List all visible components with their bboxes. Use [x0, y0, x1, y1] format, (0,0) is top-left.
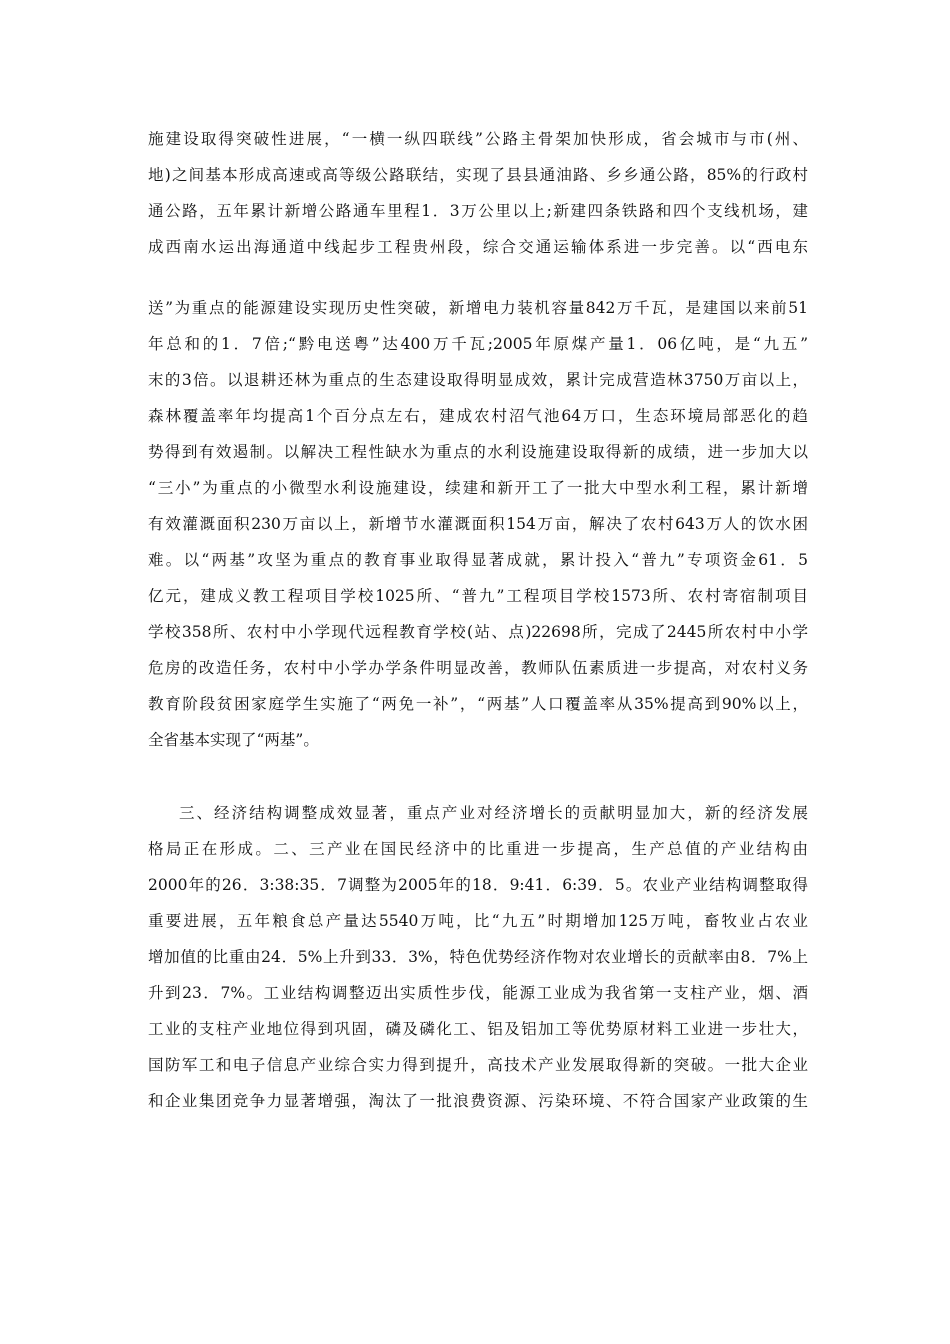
- text-line: 有效灌溉面积230万亩以上，新增节水灌溉面积154万亩，解决了农村643万人的饮水困: [148, 515, 808, 533]
- text-line: 2000年的26．3:38:35．7调整为2005年的18．9:41．6:39．5。农业产业结构调整取得: [148, 876, 808, 894]
- text-line: 全省基本实现了“两基”。: [148, 731, 319, 749]
- text-line: 成西南水运出海通道中线起步工程贵州段，综合交通运输体系进一步完善。以“西电东: [148, 238, 808, 256]
- text-line: 通公路，五年累计新增公路通车里程1．3万公里以上;新建四条铁路和四个支线机场，建: [148, 202, 808, 220]
- text-line: 国防军工和电子信息产业综合实力得到提升，高技术产业发展取得新的突破。一批大企业: [148, 1056, 808, 1074]
- text-line: 教育阶段贫困家庭学生实施了“两免一补”，“两基”人口覆盖率从35%提高到90%以上，: [148, 695, 808, 713]
- text-line: 难。以“两基”攻坚为重点的教育事业取得显著成就，累计投入“普九”专项资金61．5: [148, 551, 808, 569]
- text-line: 升到23．7%。工业结构调整迈出实质性步伐，能源工业成为我省第一支柱产业，烟、酒: [148, 984, 808, 1002]
- text-line: 施建设取得突破性进展，“一横一纵四联线”公路主骨架加快形成，省会城市与市(州、: [148, 130, 808, 148]
- text-line: 工业的支柱产业地位得到巩固，磷及磷化工、铝及铝加工等优势原材料工业进一步壮大，: [148, 1020, 808, 1038]
- text-line: 格局正在形成。二、三产业在国民经济中的比重进一步提高，生产总值的产业结构由: [148, 840, 808, 858]
- text-line: 危房的改造任务，农村中小学办学条件明显改善，教师队伍素质进一步提高，对农村义务: [148, 659, 808, 677]
- text-line: 重要进展，五年粮食总产量达5540万吨，比“九五”时期增加125万吨，畜牧业占农业: [148, 912, 808, 930]
- text-line: 森林覆盖率年均提高1个百分点左右，建成农村沼气池64万口，生态环境局部恶化的趋: [148, 407, 808, 425]
- text-line: 势得到有效遏制。以解决工程性缺水为重点的水利设施建设取得新的成绩，进一步加大以: [148, 443, 808, 461]
- text-line: 末的3倍。以退耕还林为重点的生态建设取得明显成效，累计完成营造林3750万亩以上，: [148, 371, 808, 389]
- text-line: “三小”为重点的小微型水利设施建设，续建和新开工了一批大中型水利工程，累计新增: [148, 479, 808, 497]
- text-line: 亿元，建成义教工程项目学校1025所、“普九”工程项目学校1573所、农村寄宿制项目: [148, 587, 808, 605]
- text-line: 学校358所、农村中小学现代远程教育学校(站、点)22698所，完成了2445所农村中小学: [148, 623, 808, 641]
- text-line: 和企业集团竞争力显著增强，淘汰了一批浪费资源、污染环境、不符合国家产业政策的生: [148, 1092, 808, 1110]
- text-line: 年总和的1．7倍;“黔电送粤”达400万千瓦;2005年原煤产量1．06亿吨，是“九五”: [148, 335, 808, 353]
- text-line: 增加值的比重由24．5%上升到33．3%，特色优势经济作物对农业增长的贡献率由8．7%上: [148, 948, 808, 966]
- text-line: 三、经济结构调整成效显著，重点产业对经济增长的贡献明显加大，新的经济发展: [179, 804, 808, 822]
- text-line: 送”为重点的能源建设实现历史性突破，新增电力装机容量842万千瓦，是建国以来前51: [148, 299, 808, 317]
- text-line: 地)之间基本形成高速或高等级公路联结，实现了县县通油路、乡乡通公路，85%的行政村: [148, 166, 808, 184]
